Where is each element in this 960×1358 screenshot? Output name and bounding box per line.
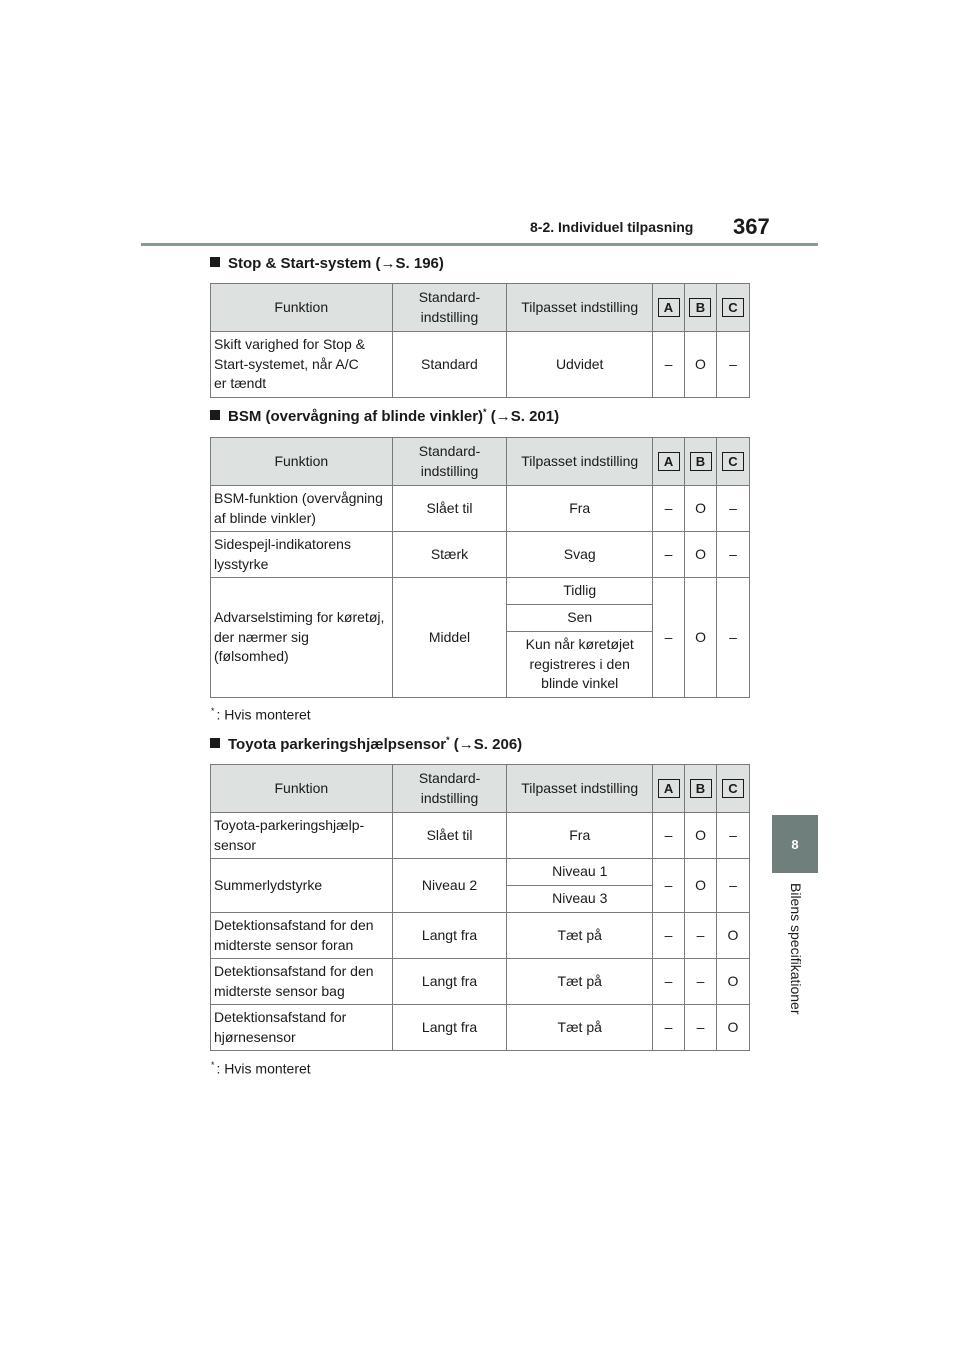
header-col-a: A (653, 438, 685, 486)
custom-cell: Niveau 1 (507, 859, 653, 886)
col-a-cell: – (653, 486, 685, 532)
bullet-square-icon (210, 410, 220, 420)
table-row (211, 578, 750, 605)
col-b-cell: O (685, 532, 717, 578)
col-a-cell: – (653, 578, 685, 698)
custom-cell: Kun når køretøjet registreres i den blinde vinkel (507, 632, 653, 698)
header-col-a: A (653, 765, 685, 813)
custom-cell: Tæt på (507, 959, 653, 1005)
col-c-cell: – (717, 578, 750, 698)
table-row (211, 859, 750, 886)
function-cell: Detektionsafstand for hjørnesensor (211, 1005, 393, 1051)
col-c-cell: – (717, 813, 750, 859)
table-row (211, 959, 750, 1005)
col-a-cell: – (653, 959, 685, 1005)
header-function: Funktion (211, 438, 393, 486)
header-default: Standard- indstilling (392, 438, 507, 486)
chapter-number: 8 (791, 836, 799, 852)
header-function: Funktion (211, 765, 393, 813)
header-col-b: B (685, 765, 717, 813)
bsm-heading: BSM (overvågning af blinde vinkler)* (→S. 201) (210, 407, 559, 425)
custom-cell: Tæt på (507, 913, 653, 959)
bsm-footnote: * : Hvis monteret (211, 706, 311, 723)
arrow-icon: → (495, 408, 511, 425)
col-c-cell: O (717, 913, 750, 959)
col-b-cell: – (685, 959, 717, 1005)
table-row (211, 813, 750, 859)
function-cell: Summerlydstyrke (211, 859, 393, 913)
section-title: 8-2. Individuel tilpasning (530, 219, 694, 235)
col-a-cell: – (653, 813, 685, 859)
header-default: Standard- indstilling (392, 284, 507, 332)
col-b-cell: O (685, 486, 717, 532)
custom-cell: Svag (507, 532, 653, 578)
table-row (211, 332, 750, 398)
col-b-cell: – (685, 1005, 717, 1051)
col-c-cell: O (717, 959, 750, 1005)
table-row (211, 913, 750, 959)
stop-start-heading: Stop & Start-system (→S. 196) (210, 255, 444, 272)
header-function: Funktion (211, 284, 393, 332)
table-header-row (211, 284, 750, 332)
function-cell: BSM-funktion (overvågning af blinde vinkler) (211, 486, 393, 532)
bullet-square-icon (210, 738, 220, 748)
arrow-icon: → (458, 736, 474, 753)
header-col-a: A (653, 284, 685, 332)
col-a-cell: – (653, 859, 685, 913)
chapter-tab (772, 815, 818, 873)
custom-cell: Fra (507, 813, 653, 859)
col-a-cell: – (653, 332, 685, 398)
col-b-cell: O (685, 578, 717, 698)
col-c-cell: – (717, 486, 750, 532)
function-cell: Skift varighed for Stop & Start-systemet, når A/C er tændt (211, 332, 393, 398)
function-cell: Detektionsafstand for den midterste sensor bag (211, 959, 393, 1005)
custom-cell: Udvidet (507, 332, 653, 398)
header-col-c: C (717, 438, 750, 486)
col-b-cell: O (685, 332, 717, 398)
default-cell: Stærk (392, 532, 507, 578)
bullet-square-icon (210, 257, 220, 267)
col-b-cell: – (685, 913, 717, 959)
parking-sensor-table (210, 764, 750, 1051)
col-a-cell: – (653, 532, 685, 578)
header-custom: Tilpasset indstilling (507, 438, 653, 486)
default-cell: Slået til (392, 486, 507, 532)
header-col-c: C (716, 284, 749, 332)
custom-cell: Niveau 3 (507, 886, 653, 913)
function-cell: Detektionsafstand for den midterste sensor foran (211, 913, 393, 959)
parking-sensor-heading: Toyota parkeringshjælpsensor* (→S. 206) (210, 735, 522, 753)
custom-cell: Tæt på (507, 1005, 653, 1051)
table-header-row (211, 438, 750, 486)
table-row (211, 532, 750, 578)
col-a-cell: – (653, 913, 685, 959)
col-b-cell: O (685, 859, 717, 913)
chapter-title: Bilens specifikationer (788, 883, 804, 1015)
default-cell: Slået til (392, 813, 507, 859)
header-col-b: B (685, 284, 717, 332)
col-a-cell: – (653, 1005, 685, 1051)
header-col-b: B (685, 438, 717, 486)
default-cell: Middel (392, 578, 507, 698)
function-cell: Toyota-parkeringshjælp- sensor (211, 813, 393, 859)
table-row (211, 486, 750, 532)
stop-start-table (210, 283, 750, 398)
col-c-cell: – (717, 859, 750, 913)
default-cell: Standard (392, 332, 507, 398)
custom-cell: Fra (507, 486, 653, 532)
default-cell: Langt fra (392, 1005, 507, 1051)
default-cell: Langt fra (392, 913, 507, 959)
col-c-cell: – (716, 332, 749, 398)
col-c-cell: – (717, 532, 750, 578)
page-number: 367 (733, 214, 770, 239)
arrow-icon: → (380, 255, 396, 272)
custom-cell: Tidlig (507, 578, 653, 605)
page-reference-link[interactable]: S. 206) (473, 736, 523, 753)
default-cell: Niveau 2 (392, 859, 507, 913)
bsm-table (210, 437, 750, 698)
default-cell: Langt fra (392, 959, 507, 1005)
parking-footnote: * : Hvis monteret (211, 1060, 311, 1077)
page-reference-link[interactable]: S. 196) (395, 255, 444, 272)
table-row (211, 1005, 750, 1051)
page-reference-link[interactable]: S. 201) (510, 408, 560, 425)
col-c-cell: O (717, 1005, 750, 1051)
header-custom: Tilpasset indstilling (507, 284, 653, 332)
custom-cell: Sen (507, 605, 653, 632)
function-cell: Sidespejl-indikatorens lysstyrke (211, 532, 393, 578)
header-custom: Tilpasset indstilling (507, 765, 653, 813)
header-divider (141, 243, 818, 246)
table-header-row (211, 765, 750, 813)
col-b-cell: O (685, 813, 717, 859)
function-cell: Advarselstiming for køretøj, der nærmer sig (følsomhed) (211, 578, 393, 698)
header-col-c: C (717, 765, 750, 813)
header-default: Standard- indstilling (392, 765, 507, 813)
